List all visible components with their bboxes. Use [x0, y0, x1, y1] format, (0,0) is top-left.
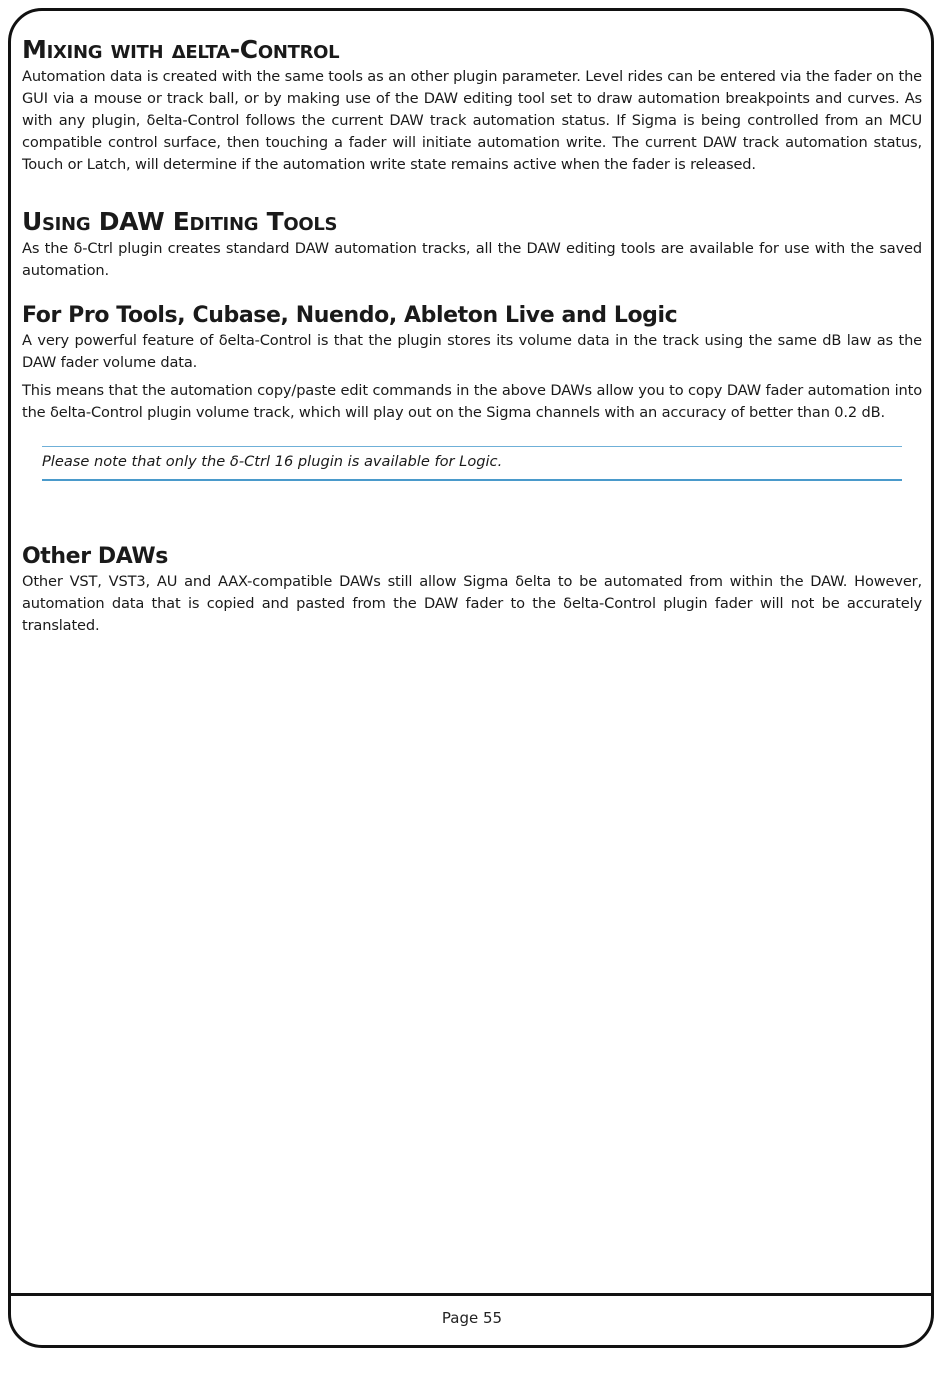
heading-mixing: Mixing with δelta-Control [22, 35, 340, 64]
paragraph-mixing: Automation data is created with the same tools as an other plugin parameter. Level rides can be entered via the fader on the GUI via a mouse or track ball, or by making use of the DAW editing tool set to draw automation breakpoints and curves. As with any plugin, δelta-Control follows the current DAW track automation status. If Sigma is being controlled from an MCU compatible control surface, then touching a fader will initiate automation write. The current DAW track automation status, Touch or Latch, will determine if the automation write state remains active when the fader is released. [22, 68, 922, 173]
paragraph-pro-tools-1: A very powerful feature of δelta-Control is that the plugin stores its volume data in the track using the same dB law as the DAW fader volume data. [22, 332, 922, 371]
heading-other-daws: Other DAWs [22, 544, 168, 569]
paragraph-pro-tools-2: This means that the automation copy/paste edit commands in the above DAWs allow you to copy DAW fader automation into the δelta-Control plugin volume track, which will play out on the Sigma channels with an accuracy of better than 0.2 dB. [22, 382, 922, 421]
paragraph-other-daws: Other VST, VST3, AU and AAX-compatible DAWs still allow Sigma δelta to be automated from within the DAW. However, automation data that is copied and pasted from the DAW fader to the δelta-Control plugin fader will not be accurately translated. [22, 573, 922, 634]
page-number: Page 55 [441, 1309, 503, 1327]
note-logic: Please note that only the δ-Ctrl 16 plugin is available for Logic. [42, 453, 503, 470]
note-box [42, 446, 902, 481]
heading-pro-tools: For Pro Tools, Cubase, Nuendo, Ableton Live and Logic [22, 303, 678, 328]
heading-editing-tools: Using DAW Editing Tools [22, 207, 338, 236]
footer-divider [10, 1293, 934, 1296]
paragraph-editing-tools: As the δ-Ctrl plugin creates standard DAW automation tracks, all the DAW editing tools are available for use with the saved automation. [22, 240, 922, 279]
page-content [22, 34, 922, 637]
